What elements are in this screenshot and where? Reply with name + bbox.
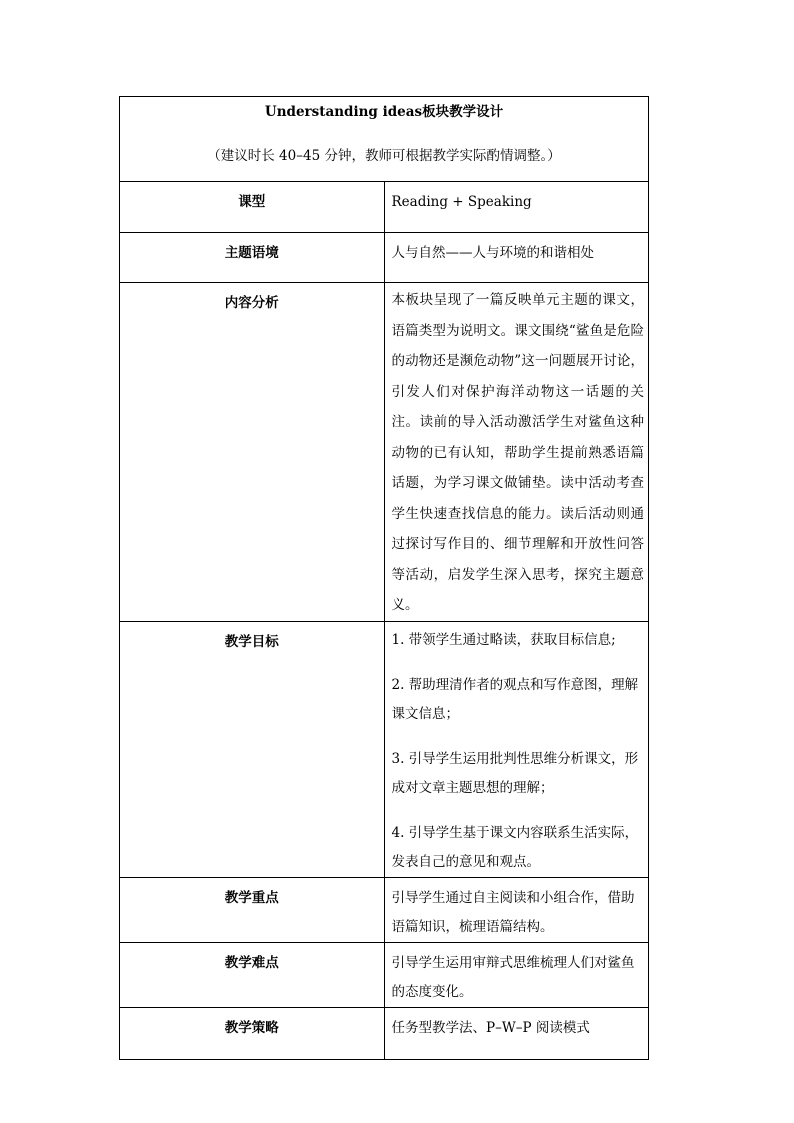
title-row: [120, 97, 649, 182]
teaching-difficulty-label: 教学难点: [120, 942, 385, 1007]
row-theme-context: [120, 233, 649, 283]
teaching-focus-label: 教学重点: [120, 877, 385, 942]
lesson-plan-table: [119, 96, 649, 1060]
row-teaching-difficulty: [120, 942, 649, 1007]
teaching-goals-label: 教学目标: [120, 621, 385, 877]
goal-item: 1. 带领学生通过略读，获取目标信息;: [391, 631, 616, 648]
theme-context-label: 主题语境: [120, 233, 385, 283]
goal-item: 2. 帮助理清作者的观点和写作意图，理解课文信息；: [391, 676, 639, 722]
theme-context-value: 人与自然——人与环境的和谐相处: [384, 233, 649, 283]
row-content-analysis: [120, 283, 649, 622]
goal-item: 4. 引导学生基于课文内容联系生活实际，发表自己的意见和观点。: [391, 824, 639, 870]
teaching-strategy-label: 教学策略: [120, 1007, 385, 1059]
page-title: Understanding ideas板块教学设计: [264, 104, 504, 120]
content-analysis-value: 本板块呈现了一篇反映单元主题的课文，语篇类型为说明文。课文围绕“鲨鱼是危险的动物还是濒危动物”这一问题展开讨论，引发人们对保护海洋动物这一话题的关注。读前的导入活动激活学生对鲨鱼这种动物的已有认知，帮助学生提前熟悉语篇话题，为学习课文做铺垫。读中活动考查学生快速查找信息的能力。读后活动则通过探讨写作目的、细节理解和开放性问答等活动，启发学生深入思考，探究主题意义。: [384, 283, 649, 622]
row-teaching-strategy: [120, 1007, 649, 1059]
row-teaching-goals: [120, 621, 649, 877]
row-lesson-type: [120, 182, 649, 233]
teaching-focus-value: 引导学生通过自主阅读和小组合作，借助语篇知识，梳理语篇结构。: [384, 877, 649, 942]
lesson-type-value: Reading + Speaking: [384, 182, 649, 233]
teaching-goals-list: [384, 621, 649, 877]
page-subtitle: （建议时长 40–45 分钟，教师可根据教学实际酌情调整。）: [207, 148, 561, 164]
teaching-difficulty-value: 引导学生运用审辩式思维梳理人们对鲨鱼的态度变化。: [384, 942, 649, 1007]
lesson-type-label: 课型: [120, 182, 385, 233]
title-cell: [120, 97, 649, 182]
row-teaching-focus: [120, 877, 649, 942]
goal-item: 3. 引导学生运用批判性思维分析课文，形成对文章主题思想的理解；: [391, 750, 639, 796]
content-analysis-label: 内容分析: [120, 283, 385, 622]
teaching-strategy-value: 任务型教学法、P–W–P 阅读模式: [384, 1007, 649, 1059]
